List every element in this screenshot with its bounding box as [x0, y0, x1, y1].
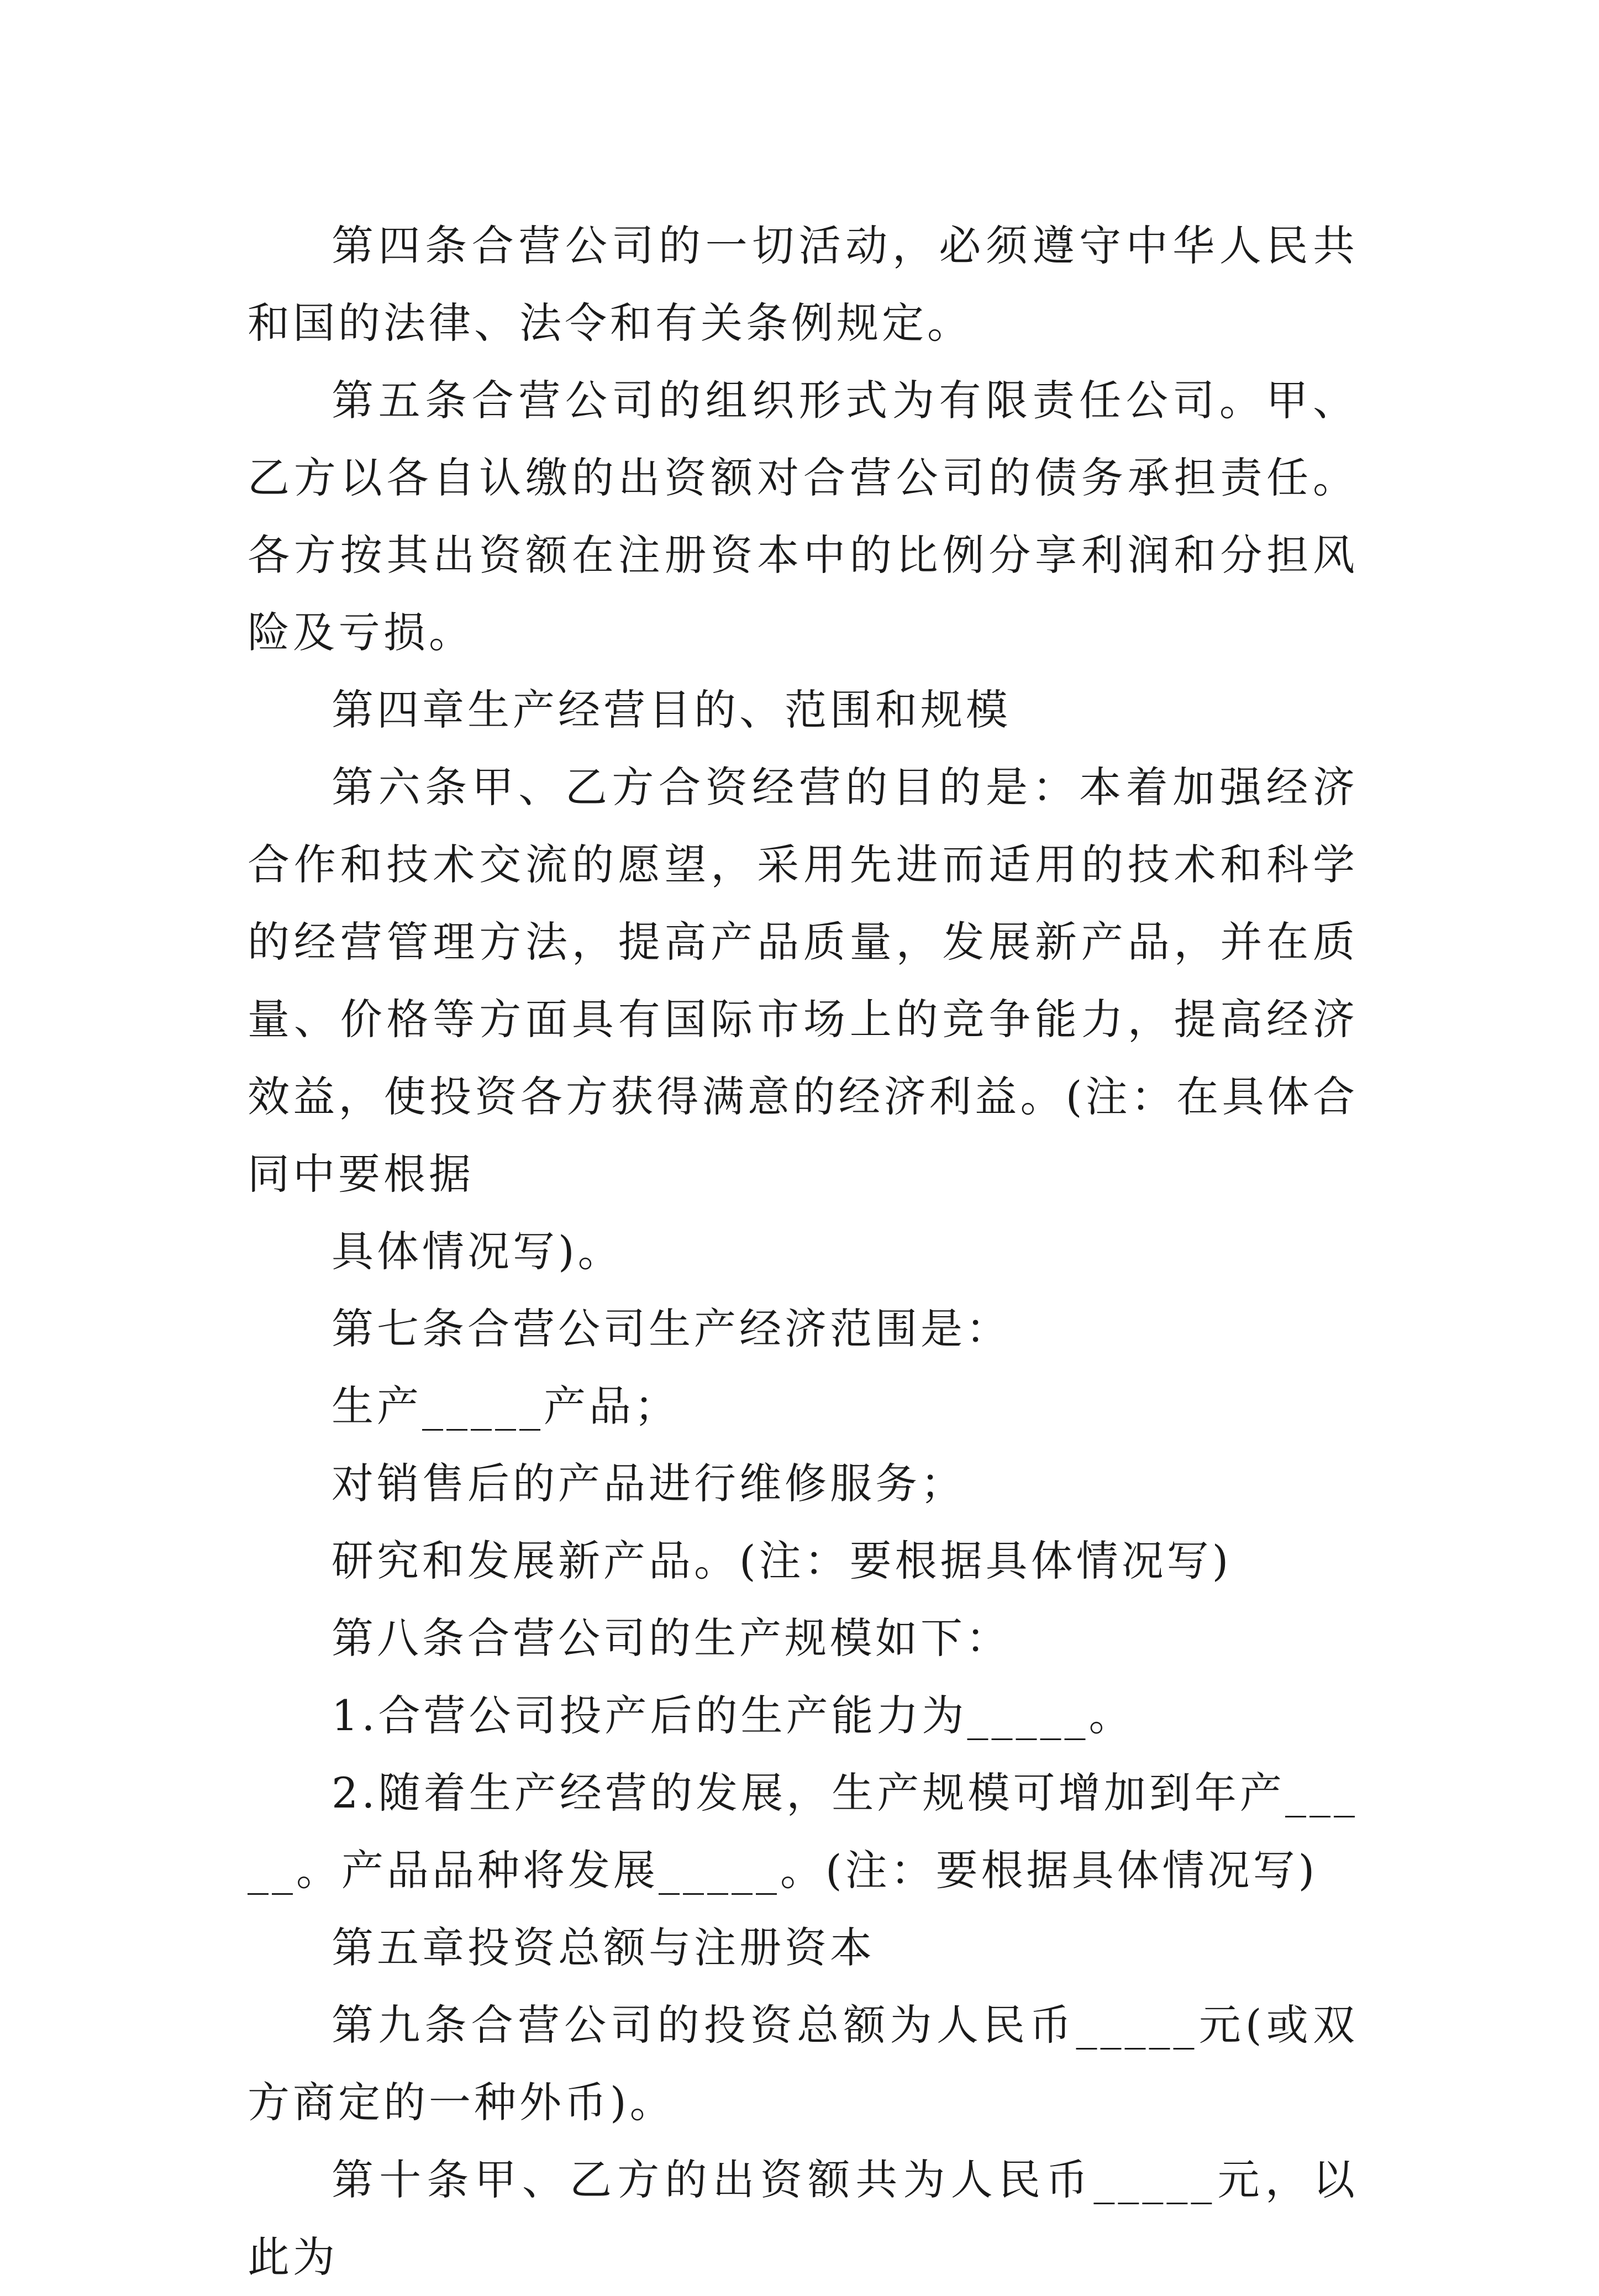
article-6-continuation: 具体情况写)。 [332, 1227, 623, 1276]
article-7-item-research: 研究和发展新产品。(注：要根据具体情况写) [332, 1536, 1232, 1585]
article-10-paragraph: 第十条甲、乙方的出资额共为人民币_____元，以此为 [248, 2155, 1358, 2282]
article-8-item-2: 2.随着生产经营的发展，生产规模可增加到年产_____。产品品种将发展_____。(注：要根据具体情况写) [248, 1768, 1358, 1895]
chapter-5-heading: 第五章投资总额与注册资本 [332, 1923, 875, 1972]
chapter-4-heading: 第四章生产经营目的、范围和规模 [332, 685, 1011, 734]
article-9-paragraph: 第九条合营公司的投资总额为人民币_____元(或双方商定的一种外币)。 [248, 2000, 1358, 2127]
article-8-item-1: 1.合营公司投产后的生产能力为_____。 [332, 1691, 1134, 1740]
document-body [248, 207, 1358, 2296]
article-5-paragraph: 第五条合营公司的组织形式为有限责任公司。甲、乙方以各自认缴的出资额对合营公司的债务承担责任。各方按其出资额在注册资本中的比例分享利润和分担风险及亏损。 [248, 376, 1358, 657]
article-6-paragraph: 第六条甲、乙方合资经营的目的是：本着加强经济合作和技术交流的愿望，采用先进而适用的技术和科学的经营管理方法，提高产品质量，发展新产品，并在质量、价格等方面具有国际市场上的竞争能力，提高经济效益，使投资各方获得满意的经济利益。(注：在具体合同中要根据 [248, 763, 1358, 1199]
article-7-item-production: 生产_____产品； [332, 1381, 680, 1431]
article-8-paragraph: 第八条合营公司的生产规模如下： [332, 1614, 1011, 1663]
article-7-paragraph: 第七条合营公司生产经济范围是： [332, 1304, 1011, 1353]
article-4-paragraph: 第四条合营公司的一切活动，必须遵守中华人民共和国的法律、法令和有关条例规定。 [248, 221, 1358, 348]
article-7-item-maintenance: 对销售后的产品进行维修服务； [332, 1459, 966, 1508]
